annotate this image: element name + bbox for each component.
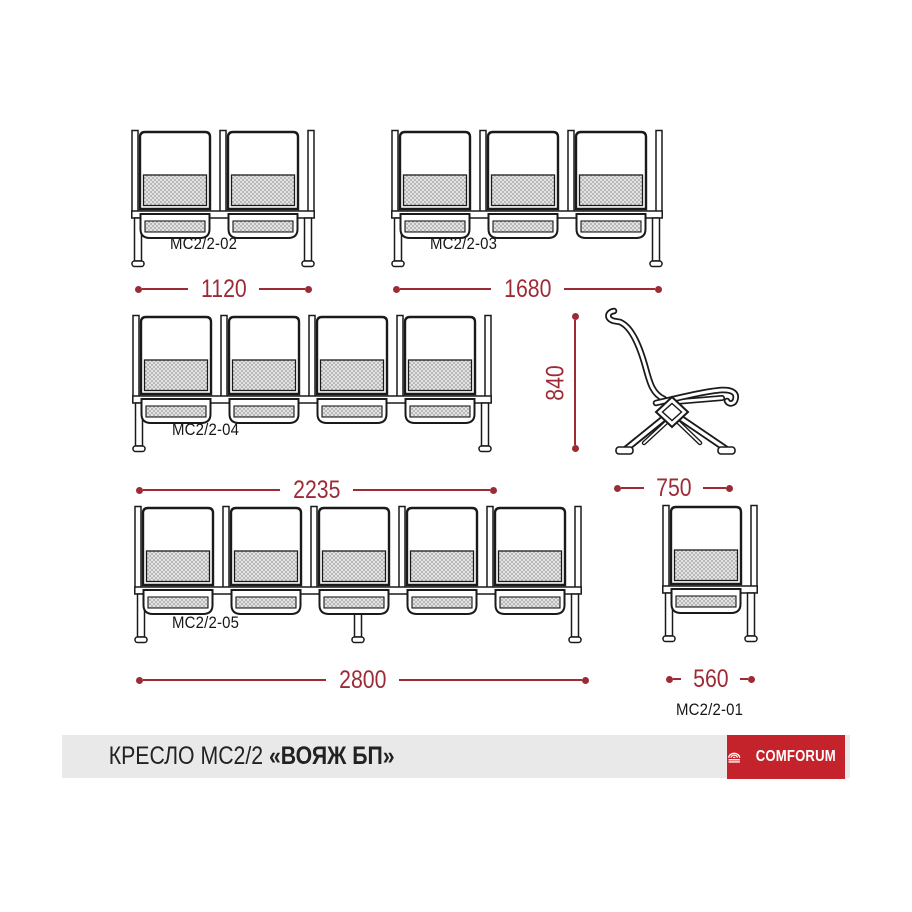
dimension-endpoint-dot — [655, 286, 662, 293]
bench-1-seat-front-view — [662, 503, 758, 650]
dimension-width-2800 — [136, 667, 589, 693]
dimension-line — [399, 679, 582, 681]
dimension-height-840 — [541, 313, 582, 452]
dimension-endpoint-dot — [393, 286, 400, 293]
bench-code-label-02: МС2/2-02 — [170, 234, 238, 253]
dimension-endpoint-dot — [614, 485, 621, 492]
brand-name: COMFORUM — [756, 748, 837, 765]
chair-side-view — [598, 303, 748, 466]
dimension-line — [353, 489, 490, 491]
bench-code-label-05: МС2/2-05 — [172, 613, 240, 632]
awning-arcs-icon — [727, 747, 741, 768]
dimension-line — [143, 489, 280, 491]
dimension-value: 2800 — [338, 665, 387, 694]
dimension-endpoint-dot — [666, 676, 673, 683]
dimension-endpoint-dot — [136, 487, 143, 494]
dimension-line — [621, 487, 644, 489]
bench-code-label-01: МС2/2-01 — [676, 700, 744, 719]
dimension-width-1680 — [393, 276, 662, 302]
dimension-line — [740, 678, 748, 680]
dimension-value: 750 — [655, 473, 692, 502]
dimension-endpoint-dot — [748, 676, 755, 683]
dimension-endpoint-dot — [726, 485, 733, 492]
dimension-width-2235 — [136, 477, 497, 503]
dimension-line — [703, 487, 726, 489]
dimension-endpoint-dot — [135, 286, 142, 293]
comforum-logo — [727, 735, 845, 779]
chair-side-drawing — [598, 303, 748, 461]
dimension-endpoint-dot — [136, 677, 143, 684]
dimension-width-560 — [666, 666, 755, 692]
dimension-value: 840 — [541, 364, 570, 401]
dimension-depth-750 — [614, 475, 733, 501]
bench-code-label-04: МС2/2-04 — [172, 420, 240, 439]
dimension-line — [564, 288, 655, 290]
dimension-endpoint-dot — [582, 677, 589, 684]
bench-drawing — [662, 503, 758, 645]
dimension-line — [259, 288, 305, 290]
dimension-endpoint-dot — [572, 313, 579, 320]
product-series: КРЕСЛО МС2/2 — [108, 742, 269, 770]
bench-code-label-03: МС2/2-03 — [430, 234, 498, 253]
title-bar — [62, 735, 850, 778]
dimension-endpoint-dot — [305, 286, 312, 293]
dimension-width-1120 — [135, 276, 312, 302]
dimension-endpoint-dot — [490, 487, 497, 494]
dimension-endpoint-dot — [572, 445, 579, 452]
dimension-value: 560 — [692, 664, 729, 693]
dimension-value: 1680 — [503, 274, 552, 303]
dimension-value: 2235 — [292, 475, 341, 504]
dimension-line — [400, 288, 491, 290]
product-title — [62, 742, 395, 771]
dimension-value: 1120 — [200, 274, 247, 303]
dimension-line — [143, 679, 326, 681]
dimension-line — [673, 678, 681, 680]
dimension-line — [142, 288, 188, 290]
dimension-line — [574, 320, 576, 445]
product-name: «ВОЯЖ БП» — [268, 742, 395, 770]
